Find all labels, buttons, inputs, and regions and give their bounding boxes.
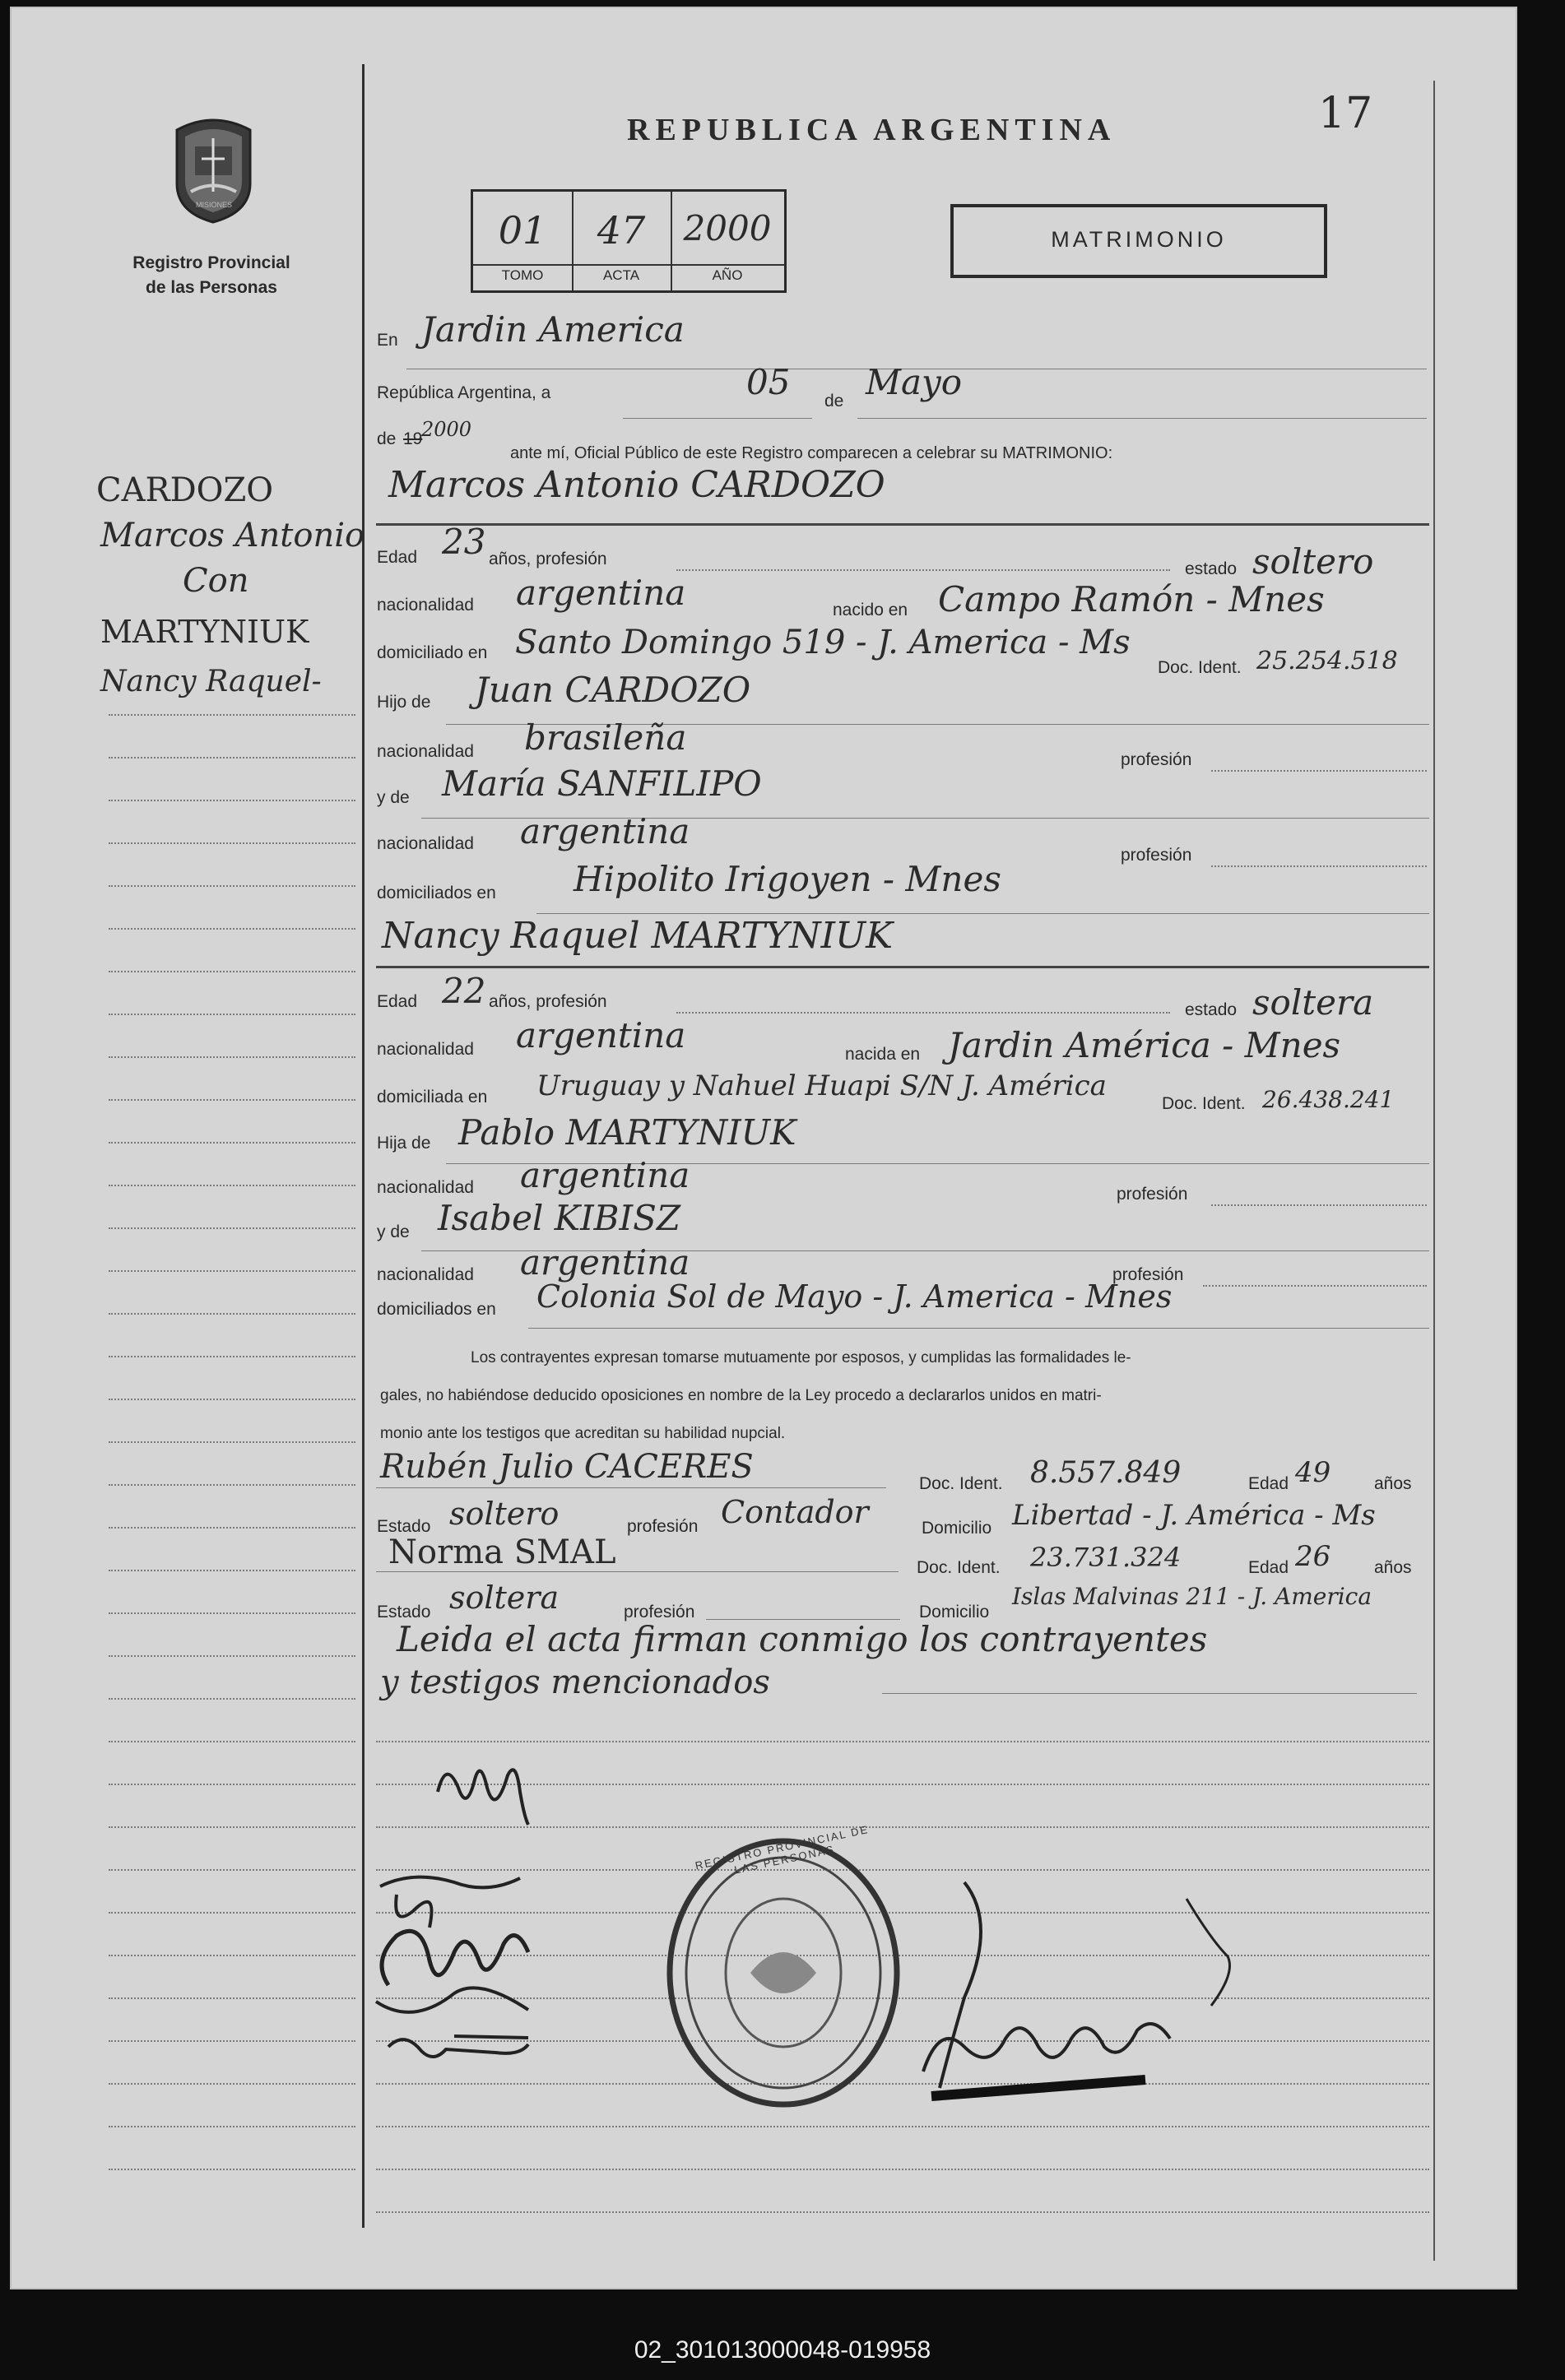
bride-hija-label: Hija de <box>377 1134 431 1153</box>
image-file-id: 02_301013000048-019958 <box>634 2336 931 2364</box>
margin-ruled-line <box>109 1869 355 1871</box>
margin-ruled-line <box>109 1826 355 1828</box>
margin-ruled-line <box>109 842 355 844</box>
groom-madre: María SANFILIPO <box>442 763 762 804</box>
bride-padres-dom: Colonia Sol de Mayo - J. America - Mnes <box>536 1278 1173 1315</box>
margin-ruled-line <box>109 1056 355 1058</box>
republica-label: República Argentina, a <box>377 383 551 402</box>
groom-doc: 25.254.518 <box>1256 647 1398 675</box>
declaration-line1: Los contrayentes expresan tomarse mutuamente por esposos, y cumplidas las formalidades le- <box>471 1349 1131 1366</box>
witness2-domicilio: Islas Malvinas 211 - J. America <box>1012 1583 1372 1610</box>
ante-text: ante mí, Oficial Público de este Registro comparecen a celebrar su MATRIMONIO: <box>510 444 1113 462</box>
margin-ruled-line <box>109 1612 355 1614</box>
witness2-prof-label: profesión <box>624 1603 695 1621</box>
record-number-box <box>471 189 787 293</box>
bride-madre-nac-label: nacionalidad <box>377 1265 474 1284</box>
bride-madre: Isabel KIBISZ <box>438 1198 681 1238</box>
bride-doc-label: Doc. Ident. <box>1162 1094 1246 1113</box>
bride-padre-nac-label: nacionalidad <box>377 1178 474 1197</box>
margin-ruled-line <box>109 714 355 716</box>
margin-note-line3: Con <box>183 562 249 600</box>
groom-padre-nac-label: nacionalidad <box>377 742 474 761</box>
witness2-dom-label: Domicilio <box>919 1603 990 1621</box>
groom-padre: Juan CARDOZO <box>475 670 751 710</box>
folio-number: 17 <box>1318 89 1373 138</box>
bride-doms-label: domiciliados en <box>377 1300 496 1319</box>
margin-ruled-line <box>109 800 355 801</box>
witness1-name: Rubén Julio CACERES <box>380 1448 754 1486</box>
margin-ruled-line <box>109 2169 355 2170</box>
bride-nac-label: nacionalidad <box>377 1040 474 1059</box>
body-ruled-line <box>376 2211 1429 2213</box>
anio-label: AÑO <box>712 267 743 283</box>
bride-nacida: Jardin América - Mnes <box>948 1025 1341 1065</box>
witness2-edad: 26 <box>1295 1540 1331 1573</box>
tomo-value: 01 <box>498 208 547 253</box>
witness2-doc: 23.731.324 <box>1030 1542 1182 1573</box>
margin-ruled-line <box>109 757 355 759</box>
groom-prof2-label: profesión <box>1121 846 1192 865</box>
margin-ruled-line <box>109 1270 355 1272</box>
year-hand: 2000 <box>421 418 472 441</box>
witness2-doc-label: Doc. Ident. <box>917 1558 1001 1577</box>
de-label: de <box>824 392 844 411</box>
bride-prof2-label: profesión <box>1112 1265 1184 1284</box>
acta-label: ACTA <box>602 267 640 283</box>
groom-madre-nac: argentina <box>520 811 690 851</box>
certificate-page <box>10 7 1517 2290</box>
margin-ruled-line <box>109 971 355 972</box>
witness1-domicilio: Libertad - J. América - Ms <box>1012 1499 1376 1532</box>
witness1-edad: 49 <box>1295 1456 1331 1489</box>
witness1-doc: 8.557.849 <box>1030 1456 1182 1490</box>
right-border <box>1433 81 1435 2261</box>
margin-ruled-line <box>109 1955 355 1956</box>
bride-doc: 26.438.241 <box>1262 1086 1395 1113</box>
margin-ruled-line <box>109 2083 355 2085</box>
margin-ruled-line <box>109 1185 355 1186</box>
bride-estado-label: estado <box>1185 1000 1238 1019</box>
margin-note-line5: Nancy Raquel- <box>100 665 322 698</box>
groom-estado: soltero <box>1252 541 1374 582</box>
margin-ruled-line <box>109 1399 355 1400</box>
margin-ruled-line <box>109 1356 355 1357</box>
witness2-anos-label: años <box>1374 1558 1412 1577</box>
witness2-name: Norma SMAL <box>388 1533 616 1571</box>
place: Jardin America <box>421 309 685 350</box>
closing-line1: Leida el acta firman conmigo los contrayentes <box>397 1619 1208 1659</box>
margin-ruled-line <box>109 1912 355 1914</box>
margin-ruled-line <box>109 1014 355 1015</box>
margin-ruled-line <box>109 1527 355 1529</box>
witness1-doc-label: Doc. Ident. <box>919 1474 1003 1493</box>
crest-caption: MISIONES <box>196 201 233 209</box>
margin-ruled-line <box>109 1142 355 1144</box>
groom-edad: 23 <box>442 522 486 562</box>
margin-ruled-line <box>109 1741 355 1742</box>
body-ruled-line <box>376 2126 1429 2127</box>
groom-yde-label: y de <box>377 788 410 807</box>
witness1-edad-label: Edad <box>1248 1474 1289 1493</box>
groom-name: Marcos Antonio CARDOZO <box>388 464 885 506</box>
anio-value: 2000 <box>683 208 772 248</box>
bride-nacida-label: nacida en <box>845 1045 921 1064</box>
groom-estado-label: estado <box>1185 559 1238 578</box>
body-ruled-line <box>376 2169 1429 2170</box>
groom-madre-nac-label: nacionalidad <box>377 834 474 853</box>
bride-anos-prof-label: años, profesión <box>489 992 607 1011</box>
bride-dom-label: domiciliada en <box>377 1088 488 1106</box>
bride-yde-label: y de <box>377 1222 410 1241</box>
signature-oficial-publico <box>915 1874 1244 2121</box>
record-type-box <box>950 204 1327 278</box>
bride-nacionalidad: argentina <box>516 1015 686 1055</box>
margin-ruled-line <box>109 928 355 930</box>
margin-ruled-line <box>109 1313 355 1315</box>
signature-contrayente-2 <box>364 1862 569 2076</box>
witness1-prof-label: profesión <box>627 1517 699 1536</box>
margin-ruled-line <box>109 1784 355 1785</box>
registry-name-line1: Registro Provincial <box>132 253 290 272</box>
country-title: REPUBLICA ARGENTINA <box>627 113 1117 147</box>
witness2-estado: soltera <box>449 1580 560 1616</box>
margin-ruled-line <box>109 1099 355 1101</box>
margin-note-line4: MARTYNIUK <box>100 614 309 650</box>
margin-note-line1: CARDOZO <box>96 471 274 509</box>
bride-name: Nancy Raquel MARTYNIUK <box>382 915 893 957</box>
en-label: En <box>377 331 398 350</box>
closing-line2: y testigos mencionados <box>380 1663 770 1701</box>
de2-label: de <box>377 429 397 448</box>
margin-ruled-line <box>109 1227 355 1229</box>
witness2-estado-label: Estado <box>377 1603 431 1621</box>
groom-nac-label: nacionalidad <box>377 596 474 615</box>
bride-madre-nac: argentina <box>520 1242 690 1283</box>
groom-anos-prof-label: años, profesión <box>489 550 607 568</box>
witness1-estado-label: Estado <box>377 1517 431 1536</box>
margin-note-line2: Marcos Antonio <box>100 517 365 554</box>
signature-contrayente-1 <box>430 1742 553 1833</box>
margin-ruled-line <box>109 885 355 887</box>
bride-estado: soltera <box>1252 982 1374 1023</box>
witness1-anos-label: años <box>1374 1474 1412 1493</box>
bride-padre-nac: argentina <box>520 1155 690 1195</box>
record-type: MATRIMONIO <box>1051 227 1227 252</box>
bride-edad: 22 <box>442 971 486 1011</box>
day: 05 <box>746 362 791 402</box>
witness1-estado: soltero <box>449 1496 560 1532</box>
declaration-line3: monio ante los testigos que acreditan su habilidad nupcial. <box>380 1425 786 1442</box>
groom-prof-label: profesión <box>1121 750 1192 769</box>
margin-ruled-line <box>109 1655 355 1657</box>
year-print: 19 <box>403 429 423 448</box>
witness1-dom-label: Domicilio <box>922 1519 992 1538</box>
bride-domicilio: Uruguay y Nahuel Huapi S/N J. América <box>536 1069 1107 1102</box>
margin-ruled-line <box>109 1441 355 1443</box>
groom-doc-label: Doc. Ident. <box>1158 658 1242 677</box>
groom-hijo-label: Hijo de <box>377 693 431 712</box>
groom-edad-label: Edad <box>377 548 418 567</box>
declaration-line2: gales, no habiéndose deducido oposiciones en nombre de la Ley procedo a declararlos unidos en matri- <box>380 1387 1102 1404</box>
bride-edad-label: Edad <box>377 992 418 1011</box>
bride-padre: Pablo MARTYNIUK <box>458 1112 796 1153</box>
groom-doms-label: domiciliados en <box>377 884 496 902</box>
groom-dom-label: domiciliado en <box>377 643 488 662</box>
witness2-edad-label: Edad <box>1248 1558 1289 1577</box>
groom-padre-nac: brasileña <box>524 717 687 758</box>
groom-nacido: Campo Ramón - Mnes <box>938 579 1325 619</box>
margin-ruled-line <box>109 2126 355 2127</box>
groom-padres-dom: Hipolito Irigoyen - Mnes <box>574 859 1001 899</box>
margin-ruled-line <box>109 1570 355 1571</box>
margin-ruled-line <box>109 1484 355 1486</box>
margin-ruled-line <box>109 1997 355 1999</box>
stamp-text: REGISTRO PROVINCIAL DE LAS PERSONAS <box>694 1822 871 1877</box>
groom-domicilio: Santo Domingo 519 - J. America - Ms <box>515 624 1131 661</box>
groom-nacionalidad: argentina <box>516 573 686 613</box>
margin-ruled-line <box>109 2040 355 2042</box>
groom-nacido-label: nacido en <box>833 601 908 619</box>
margin-ruled-line <box>109 1698 355 1700</box>
bride-prof-label: profesión <box>1117 1185 1188 1204</box>
tomo-label: TOMO <box>501 267 544 283</box>
month: Mayo <box>866 362 963 402</box>
acta-value: 47 <box>597 208 646 253</box>
registry-name-line2: de las Personas <box>146 278 277 297</box>
witness1-profesion: Contador <box>721 1494 869 1530</box>
